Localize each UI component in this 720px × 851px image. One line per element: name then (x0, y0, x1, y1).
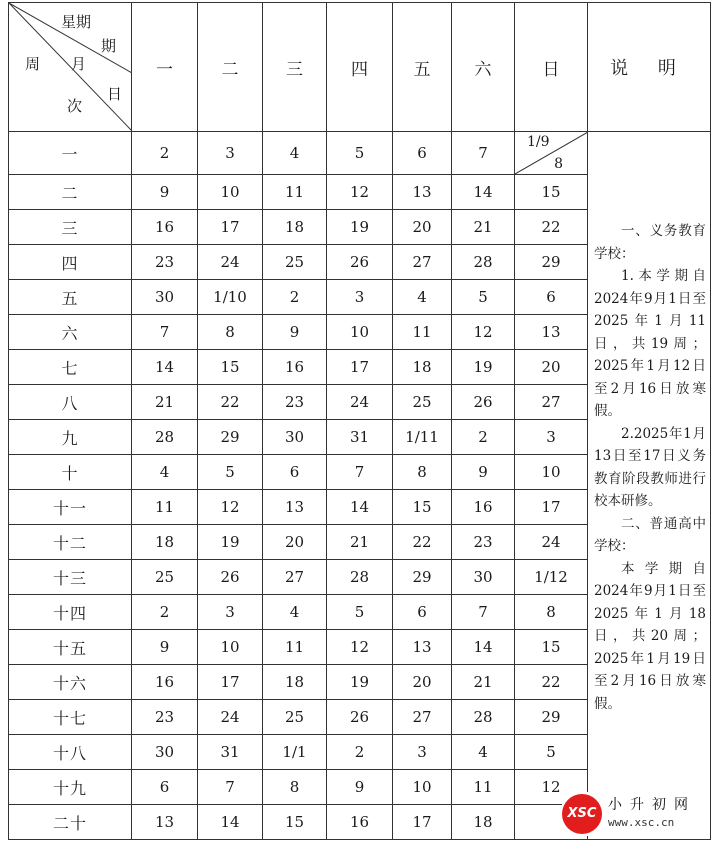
week-number-cell: 八 (9, 385, 132, 420)
day-cell-thu: 31 (327, 420, 393, 455)
day-cell-tue: 29 (198, 420, 263, 455)
header-day-fri: 五 (393, 3, 452, 132)
day-cell-thu: 3 (327, 280, 393, 315)
header-day-mon: 一 (132, 3, 198, 132)
day-cell-fri: 4 (393, 280, 452, 315)
day-cell-sat: 26 (452, 385, 515, 420)
day-cell-wed: 18 (263, 210, 327, 245)
notes-paragraph: 一、义务教育学校： (594, 223, 706, 262)
header-day-tue: 二 (198, 3, 263, 132)
day-cell-mon: 6 (132, 770, 198, 805)
day-cell-sat: 30 (452, 560, 515, 595)
day-cell-tue: 17 (198, 210, 263, 245)
corner-label-ri: 日 (107, 85, 123, 103)
header-notes-title: 说 明 (588, 3, 711, 132)
day-cell-sun: 12 (515, 770, 588, 805)
day-cell-fri: 10 (393, 770, 452, 805)
day-cell-sat: 14 (452, 630, 515, 665)
day-cell-split-sun (515, 132, 588, 175)
day-cell-mon: 4 (132, 455, 198, 490)
day-cell-mon: 9 (132, 175, 198, 210)
day-cell-tue: 7 (198, 770, 263, 805)
day-cell-sat: 21 (452, 210, 515, 245)
week-number-cell: 十六 (9, 665, 132, 700)
day-cell-tue: 3 (198, 595, 263, 630)
split-cell-top: 1/9 (527, 134, 550, 150)
corner-label-yue: 月 (71, 55, 87, 73)
day-cell-tue: 19 (198, 525, 263, 560)
xsc-logo-icon: XSC (562, 794, 602, 834)
day-cell-fri: 6 (393, 132, 452, 175)
day-cell-sun: 15 (515, 175, 588, 210)
day-cell-sat: 18 (452, 805, 515, 840)
corner-label-qi: 期 (101, 37, 117, 55)
day-cell-mon: 16 (132, 665, 198, 700)
day-cell-sat: 19 (452, 350, 515, 385)
day-cell-thu: 12 (327, 175, 393, 210)
day-cell-tue: 14 (198, 805, 263, 840)
day-cell-fri: 27 (393, 245, 452, 280)
day-cell-wed: 23 (263, 385, 327, 420)
day-cell-wed: 30 (263, 420, 327, 455)
day-cell-wed: 11 (263, 175, 327, 210)
week-number-cell: 十八 (9, 735, 132, 770)
day-cell-sat: 16 (452, 490, 515, 525)
day-cell-wed: 13 (263, 490, 327, 525)
day-cell-sun: 20 (515, 350, 588, 385)
day-cell-fri: 11 (393, 315, 452, 350)
watermark-site-name: 小升初网 (608, 797, 696, 813)
day-cell-mon: 7 (132, 315, 198, 350)
week-row (9, 132, 711, 175)
day-cell-sat: 7 (452, 132, 515, 175)
day-cell-sat: 11 (452, 770, 515, 805)
day-cell-sat: 9 (452, 455, 515, 490)
day-cell-thu: 7 (327, 455, 393, 490)
day-cell-mon: 21 (132, 385, 198, 420)
day-cell-mon: 2 (132, 595, 198, 630)
week-number-cell: 二 (9, 175, 132, 210)
day-cell-wed: 18 (263, 665, 327, 700)
day-cell-fri: 8 (393, 455, 452, 490)
week-number-cell: 五 (9, 280, 132, 315)
day-cell-tue: 8 (198, 315, 263, 350)
day-cell-sun: 22 (515, 210, 588, 245)
day-cell-wed: 15 (263, 805, 327, 840)
week-number-cell: 十 (9, 455, 132, 490)
day-cell-wed: 20 (263, 525, 327, 560)
day-cell-fri: 17 (393, 805, 452, 840)
day-cell-mon: 11 (132, 490, 198, 525)
split-cell-bottom: 8 (554, 156, 563, 172)
day-cell-wed: 11 (263, 630, 327, 665)
day-cell-mon: 9 (132, 630, 198, 665)
day-cell-thu: 28 (327, 560, 393, 595)
day-cell-tue: 26 (198, 560, 263, 595)
watermark (562, 792, 704, 836)
day-cell-sat: 4 (452, 735, 515, 770)
day-cell-fri: 25 (393, 385, 452, 420)
day-cell-tue: 24 (198, 700, 263, 735)
notes-paragraph: 1.本学期自2024年9月1日至2025年1月11日，共19周；2025年1月12日至2月16日放寒假。 (594, 268, 706, 419)
day-cell-fri: 29 (393, 560, 452, 595)
day-cell-wed: 2 (263, 280, 327, 315)
header-day-thu: 四 (327, 3, 393, 132)
week-number-cell: 十九 (9, 770, 132, 805)
week-number-cell: 三 (9, 210, 132, 245)
day-cell-sun: 13 (515, 315, 588, 350)
day-cell-fri: 15 (393, 490, 452, 525)
day-cell-wed: 4 (263, 595, 327, 630)
day-cell-tue: 17 (198, 665, 263, 700)
day-cell-tue: 22 (198, 385, 263, 420)
day-cell-sun: 15 (515, 630, 588, 665)
day-cell-fri: 18 (393, 350, 452, 385)
week-number-cell: 十四 (9, 595, 132, 630)
day-cell-sun: 8 (515, 595, 588, 630)
day-cell-thu: 5 (327, 132, 393, 175)
day-cell-thu: 2 (327, 735, 393, 770)
day-cell-mon: 25 (132, 560, 198, 595)
notes-paragraph: 二、普通高中学校： (594, 515, 706, 554)
day-cell-tue: 12 (198, 490, 263, 525)
day-cell-sun: 29 (515, 700, 588, 735)
day-cell-fri: 6 (393, 595, 452, 630)
header-corner-cell (9, 3, 132, 132)
day-cell-tue: 10 (198, 630, 263, 665)
week-number-cell: 四 (9, 245, 132, 280)
school-calendar (8, 2, 712, 840)
week-number-cell: 一 (9, 132, 132, 175)
day-cell-sat: 21 (452, 665, 515, 700)
day-cell-mon: 13 (132, 805, 198, 840)
day-cell-thu: 17 (327, 350, 393, 385)
day-cell-fri: 13 (393, 175, 452, 210)
day-cell-thu: 10 (327, 315, 393, 350)
day-cell-thu: 19 (327, 210, 393, 245)
day-cell-mon: 16 (132, 210, 198, 245)
day-cell-mon: 2 (132, 132, 198, 175)
day-cell-tue: 1/10 (198, 280, 263, 315)
day-cell-sat: 14 (452, 175, 515, 210)
day-cell-thu: 12 (327, 630, 393, 665)
day-cell-thu: 14 (327, 490, 393, 525)
day-cell-thu: 16 (327, 805, 393, 840)
week-number-cell: 十五 (9, 630, 132, 665)
notes-text (594, 132, 706, 715)
week-number-cell: 十三 (9, 560, 132, 595)
day-cell-mon: 23 (132, 245, 198, 280)
week-number-cell: 六 (9, 315, 132, 350)
day-cell-sat: 7 (452, 595, 515, 630)
day-cell-thu: 5 (327, 595, 393, 630)
notes-cell (588, 132, 711, 840)
header-day-sat: 六 (452, 3, 515, 132)
day-cell-sat: 2 (452, 420, 515, 455)
day-cell-thu: 19 (327, 665, 393, 700)
day-cell-sat: 12 (452, 315, 515, 350)
week-number-cell: 九 (9, 420, 132, 455)
day-cell-thu: 24 (327, 385, 393, 420)
day-cell-sun: 10 (515, 455, 588, 490)
day-cell-sat: 28 (452, 700, 515, 735)
corner-label-xingqi: 星期 (61, 13, 92, 31)
calendar-table (8, 2, 711, 840)
day-cell-thu: 9 (327, 770, 393, 805)
day-cell-wed: 9 (263, 315, 327, 350)
header-day-sun: 日 (515, 3, 588, 132)
day-cell-sun: 29 (515, 245, 588, 280)
notes-paragraph: 本学期自2024年9月1日至2025年1月18日，共20周；2025年1月19日至2月16日放寒假。 (594, 560, 706, 712)
day-cell-fri: 20 (393, 665, 452, 700)
week-number-cell: 二十 (9, 805, 132, 840)
header-row (9, 3, 711, 132)
day-cell-sun: 1/12 (515, 560, 588, 595)
day-cell-fri: 27 (393, 700, 452, 735)
watermark-url: www.xsc.cn (608, 816, 675, 829)
day-cell-wed: 8 (263, 770, 327, 805)
day-cell-wed: 4 (263, 132, 327, 175)
day-cell-sun: 5 (515, 735, 588, 770)
day-cell-mon: 28 (132, 420, 198, 455)
day-cell-wed: 6 (263, 455, 327, 490)
day-cell-sun: 24 (515, 525, 588, 560)
day-cell-wed: 16 (263, 350, 327, 385)
day-cell-tue: 24 (198, 245, 263, 280)
day-cell-fri: 1/11 (393, 420, 452, 455)
day-cell-wed: 27 (263, 560, 327, 595)
notes-paragraph: 2.2025年1月13日至17日义务教育阶段教师进行校本研修。 (594, 425, 706, 509)
day-cell-thu: 26 (327, 700, 393, 735)
week-number-cell: 十一 (9, 490, 132, 525)
day-cell-sat: 5 (452, 280, 515, 315)
day-cell-fri: 22 (393, 525, 452, 560)
day-cell-sat: 28 (452, 245, 515, 280)
day-cell-sun: 6 (515, 280, 588, 315)
day-cell-mon: 30 (132, 280, 198, 315)
day-cell-wed: 25 (263, 245, 327, 280)
day-cell-sun: 27 (515, 385, 588, 420)
day-cell-mon: 18 (132, 525, 198, 560)
day-cell-sun: 3 (515, 420, 588, 455)
corner-label-ci: 次 (67, 97, 83, 115)
week-number-cell: 十七 (9, 700, 132, 735)
day-cell-thu: 21 (327, 525, 393, 560)
day-cell-sun: 17 (515, 490, 588, 525)
day-cell-thu: 26 (327, 245, 393, 280)
split-diagonal-line (515, 132, 588, 174)
day-cell-mon: 23 (132, 700, 198, 735)
week-number-cell: 七 (9, 350, 132, 385)
day-cell-fri: 3 (393, 735, 452, 770)
day-cell-sun: 22 (515, 665, 588, 700)
day-cell-wed: 1/1 (263, 735, 327, 770)
day-cell-fri: 13 (393, 630, 452, 665)
day-cell-sat: 23 (452, 525, 515, 560)
day-cell-tue: 31 (198, 735, 263, 770)
day-cell-mon: 30 (132, 735, 198, 770)
day-cell-tue: 15 (198, 350, 263, 385)
day-cell-mon: 14 (132, 350, 198, 385)
day-cell-wed: 25 (263, 700, 327, 735)
header-day-wed: 三 (263, 3, 327, 132)
day-cell-tue: 3 (198, 132, 263, 175)
day-cell-tue: 5 (198, 455, 263, 490)
corner-label-zhou: 周 (25, 55, 41, 73)
week-number-cell: 十二 (9, 525, 132, 560)
day-cell-tue: 10 (198, 175, 263, 210)
day-cell-fri: 20 (393, 210, 452, 245)
